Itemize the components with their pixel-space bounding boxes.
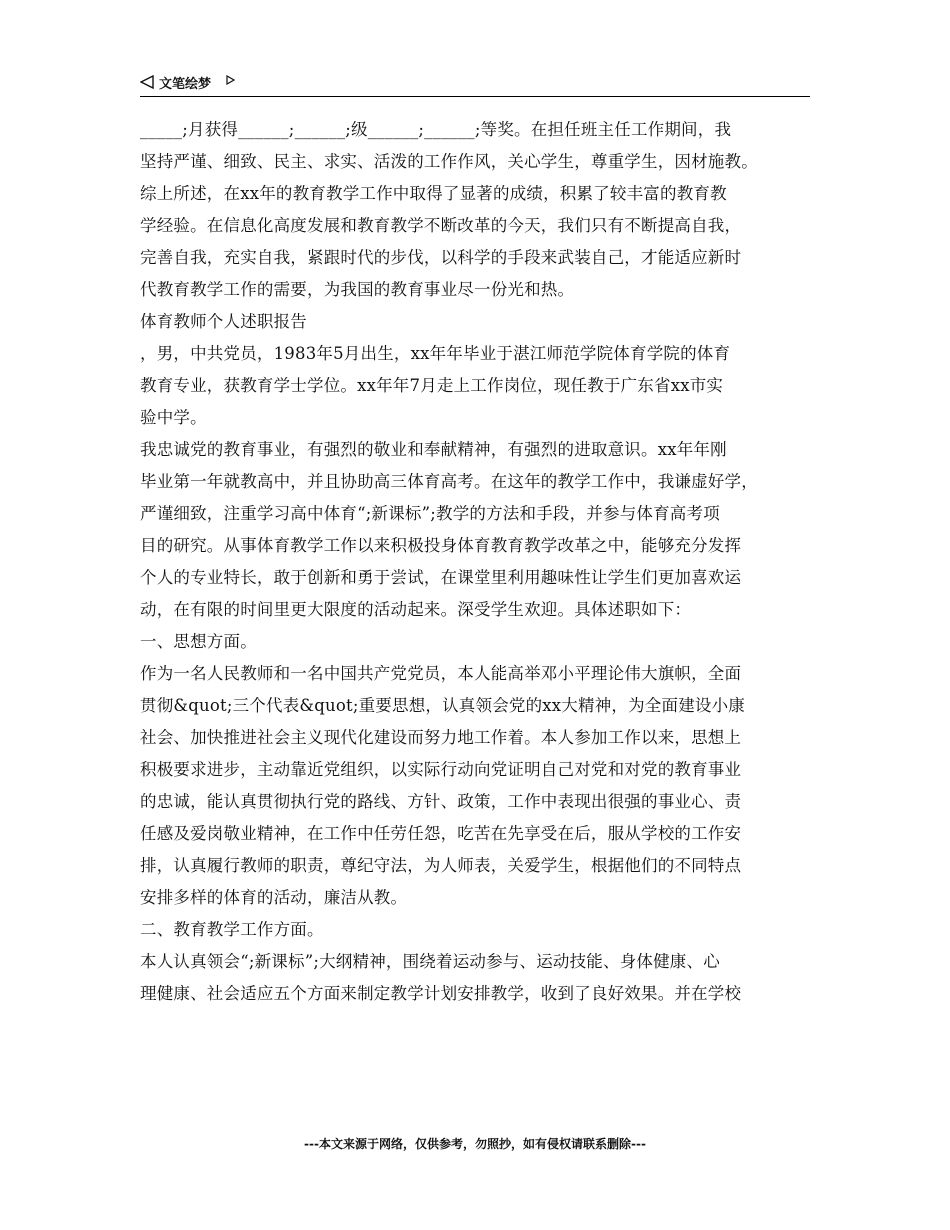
text-line: 验中学。 <box>140 408 207 427</box>
text-line: 目的研究。从事体育教学工作以来积极投身体育教育教学改革之中，能够充分发挥 <box>140 536 742 555</box>
text-line: 毕业第一年就教高中，并且协助高三体育高考。在这年的教学工作中，我谦虚好学， <box>140 472 758 491</box>
text-line: 积极要求进步，主动靠近党组织，以实际行动向党证明自己对党和对党的教育事业 <box>140 760 742 779</box>
text-line: 的忠诚，能认真贯彻执行党的路线、方针、政策，工作中表现出很强的事业心、责 <box>140 792 742 811</box>
text-line: 理健康、社会适应五个方面来制定教学计划安排教学，收到了良好效果。并在学校 <box>140 984 742 1003</box>
footer-disclaimer: ---本文来源于网络，仅供参考，勿照抄，如有侵权请联系删除--- <box>304 1137 646 1151</box>
text-line: 完善自我，充实自我，紧跟时代的步伐，以科学的手段来武装自己，才能适应新时 <box>140 248 742 267</box>
text-line: 社会、加快推进社会主义现代化建设而努力地工作着。本人参加工作以来，思想上 <box>140 728 742 747</box>
header-title: 文笔绘梦 <box>159 77 212 92</box>
document-body <box>140 114 820 1010</box>
text-line: ，男，中共党员，1983年5月出生，xx年年毕业于湛江师范学院体育学院的体育 <box>140 344 731 363</box>
triangle-right-icon <box>226 75 235 85</box>
text-line: 综上所述，在xx年的教育教学工作中取得了显著的成绩，积累了较丰富的教育教 <box>140 184 727 203</box>
text-line: 严谨细致，注重学习高中体育“;新课标”;教学的方法和手段，并参与体育高考项 <box>140 504 720 523</box>
text-line: 动，在有限的时间里更大限度的活动起来。深受学生欢迎。具体述职如下： <box>140 600 692 619</box>
text-line: 任感及爱岗敬业精神，在工作中任劳任怨，吃苦在先享受在后，服从学校的工作安 <box>140 824 742 843</box>
text-line: 体育教师个人述职报告 <box>140 312 307 331</box>
text-line: 我忠诚党的教育事业，有强烈的敬业和奉献精神，有强烈的进取意识。xx年年刚 <box>140 440 727 459</box>
text-line: 坚持严谨、细致、民主、求实、活泼的工作作风，关心学生，尊重学生，因材施教。 <box>140 152 758 171</box>
text-line: 个人的专业特长，敢于创新和勇于尝试，在课堂里利用趣味性让学生们更加喜欢运 <box>140 568 742 587</box>
text-line: 学经验。在信息化高度发展和教育教学不断改革的今天，我们只有不断提高自我， <box>140 216 742 235</box>
page-header <box>140 70 810 97</box>
text-line: 教育专业，获教育学士学位。xx年年7月走上工作岗位，现任教于广东省xx市实 <box>140 376 724 395</box>
text-line: 贯彻&quot;三个代表&quot;重要思想，认真领会党的xx大精神，为全面建设小康 <box>140 696 746 715</box>
text-line: 安排多样的体育的活动，廉洁从教。 <box>140 888 408 907</box>
text-line: 代教育教学工作的需要，为我国的教育事业尽一份光和热。 <box>140 280 575 299</box>
text-line: _____;月获得______;______;级______;______;等奖。在担任班主任工作期间，我 <box>140 120 732 139</box>
text-line: 排，认真履行教师的职责，尊纪守法，为人师表，关爱学生，根据他们的不同特点 <box>140 856 742 875</box>
text-line: 本人认真领会“;新课标”;大纲精神，围绕着运动参与、运动技能、身体健康、心 <box>140 952 720 971</box>
text-line: 二、教育教学工作方面。 <box>140 920 324 939</box>
text-line: 一、思想方面。 <box>140 632 257 651</box>
triangle-left-icon <box>140 75 154 89</box>
text-line: 作为一名人民教师和一名中国共产党党员，本人能高举邓小平理论伟大旗帜，全面 <box>140 664 742 683</box>
